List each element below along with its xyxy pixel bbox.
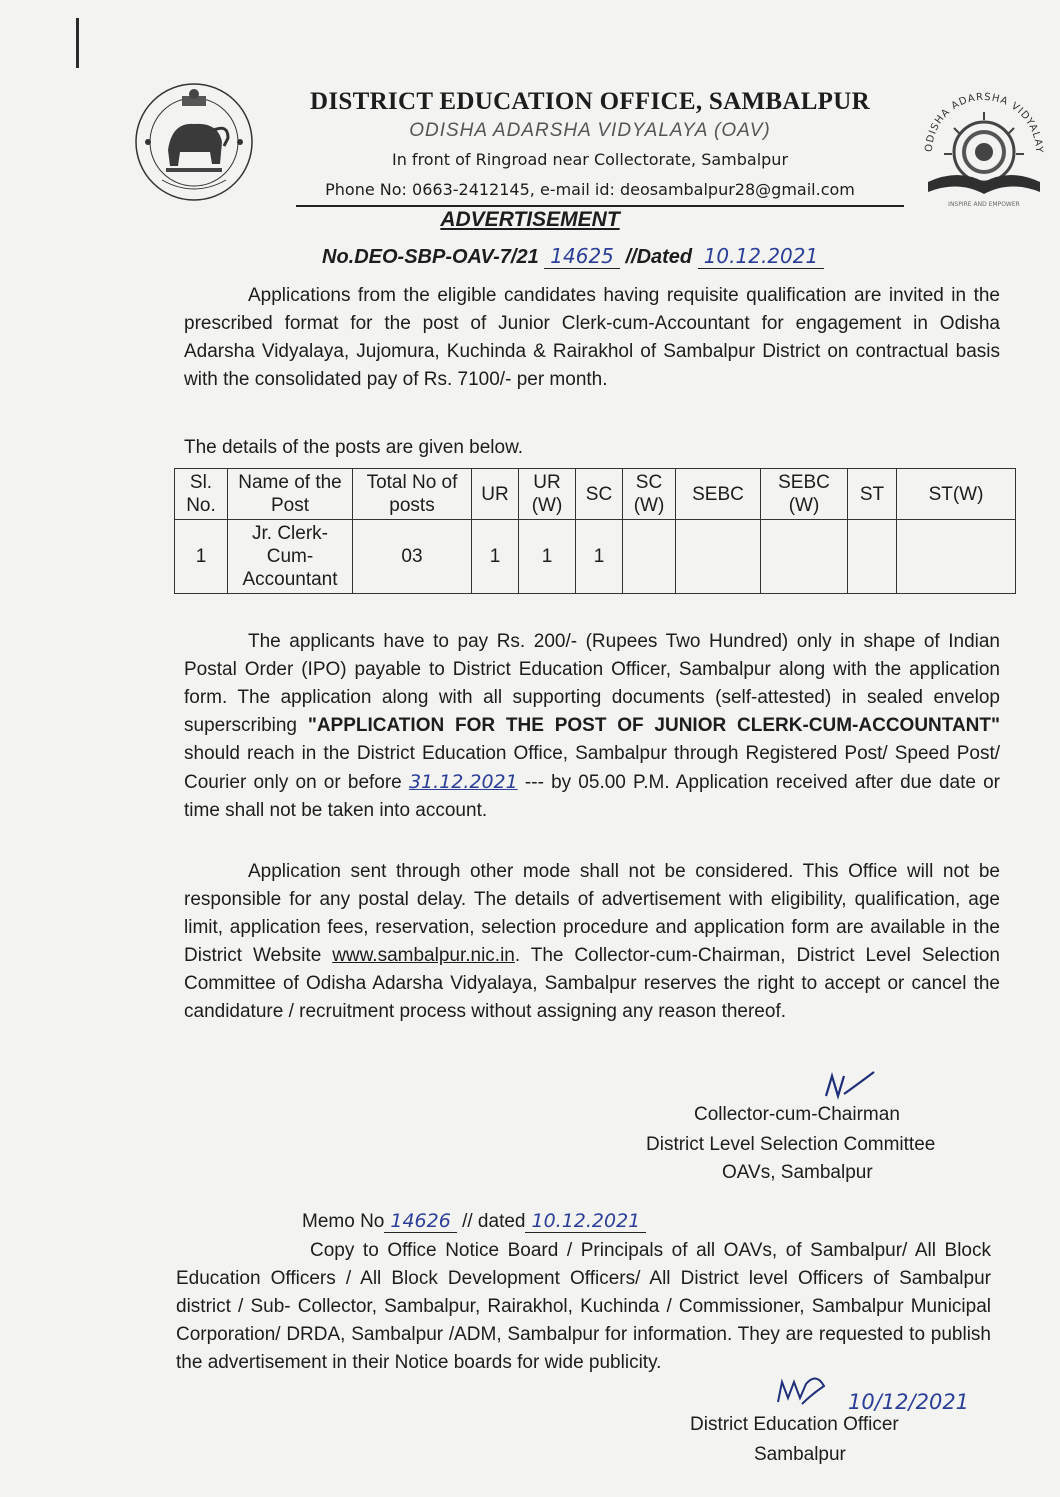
table-cell: Jr. Clerk-Cum-Accountant [228,520,353,594]
terms-paragraph [184,858,1000,1026]
fee-text-2: should reach in the District Education Office, Sambalpur through Registered Post/ Speed Post/ Courier only on or before [184,743,1000,793]
memo-number: 14626 [384,1210,456,1233]
binder-mark [76,18,79,68]
table-header: ST(W) [897,469,1016,520]
memo-line [302,1210,646,1233]
last-date: 31.12.2021 [408,771,518,793]
table-cell: 1 [519,520,576,594]
fee-text-1: The applicants have to pay Rs. 200/- (Rupees Two Hundred) only in shape of Indian Postal Order (IPO) payable to District Education Officer, Sambalpur along with the application form. The application along with all supporting documents (self-attested) in sealed envelop superscribing [184,631,1000,736]
fee-paragraph [184,628,1000,825]
office-contact: Phone No: 0663-2412145, e-mail id: deosambalpur28@gmail.com [325,180,855,199]
fee-text-3: --- by 05.00 P.M. Application received after due date or time shall not be taken into account. [184,772,1000,821]
table-header: SC (W) [623,469,676,520]
memo-date: 10.12.2021 [525,1210,646,1233]
ref-date: 10.12.2021 [698,244,825,269]
table-header: Sl. No. [175,469,228,520]
table-cell: 1 [175,520,228,594]
table-cell [676,520,761,594]
memo-label: Memo No [302,1211,385,1232]
table-cell [897,520,1016,594]
table-header: UR (W) [519,469,576,520]
ref-prefix: No.DEO-SBP-OAV-7/21 [322,246,539,268]
header-divider [296,205,904,207]
posts-table [174,468,1016,594]
table-cell [848,520,897,594]
signatory1-designation: Collector-cum-Chairman [694,1104,900,1125]
terms-text-2: . The Collector-cum-Chairman, District Level Selection Committee of Odisha Adarsha Vidyalaya, Sambalpur reserves the right to accept or cancel the candidature / recruitment process without assigning any reason thereof. [184,945,1000,1022]
signatory1-committee: District Level Selection Committee [646,1134,936,1155]
copy-to-paragraph [176,1237,991,1377]
details-label: The details of the posts are given below. [184,437,524,458]
table-cell: 1 [576,520,623,594]
deo-handwritten-date: 10/12/2021 [848,1390,970,1414]
office-subtitle: ODISHA ADARSHA VIDYALAYA (OAV) [409,120,771,141]
table-cell [761,520,848,594]
copy-to-text: Copy to Office Notice Board / Principals of all OAVs, of Sambalpur/ All Block Education Officers / All Block Development Officers/ All District level Officers of Sambalpur district / Sub- Collector, Sambalpur, Rairakhol, Kuchinda / Commissioner, Sambalpur Municipal Corporation/ DRDA, Sambalpur /ADM, Sambalpur for information. They are requested to publish the advertisement in their Notice boards for wide publicity. [176,1240,991,1373]
svg-text:INSPIRE AND EMPOWER: INSPIRE AND EMPOWER [948,201,1020,208]
table-header: Name of the Post [228,469,353,520]
table-cell: 03 [353,520,472,594]
table-cell: 1 [472,520,519,594]
signatory2-designation: District Education Officer [690,1414,899,1435]
advertisement-heading: ADVERTISEMENT [440,208,620,231]
ref-number: 14625 [544,244,620,269]
signatory1-location: OAVs, Sambalpur [722,1162,873,1183]
table-header-row [175,469,1016,520]
svg-text:ODISHA ADARSHA VIDYALAYA: ODISHA ADARSHA VIDYALAY [923,91,1045,154]
table-header: SEBC [676,469,761,520]
table-header: Total No of posts [353,469,472,520]
table-cell [623,520,676,594]
district-website-link[interactable]: www.sambalpur.nic.in [332,945,515,966]
odisha-emblem-logo [132,80,256,204]
office-address: In front of Ringroad near Collectorate, Sambalpur [391,150,789,169]
table-header: SEBC (W) [761,469,848,520]
office-title: DISTRICT EDUCATION OFFICE, SAMBALPUR [310,88,870,115]
memo-dated-label: // dated [462,1211,526,1232]
ref-dated-label: //Dated [625,246,693,268]
superscription-text: "APPLICATION FOR THE POST OF JUNIOR CLERK-CUM-ACCOUNTANT" [307,715,1001,736]
signatory2-location: Sambalpur [754,1444,846,1465]
table-header: ST [848,469,897,520]
table-row [175,520,1016,594]
intro-paragraph: Applications from the eligible candidates having requisite qualification are invited in the prescribed format for the post of Junior Clerk-cum-Accountant for engagement in Odisha Adarsha Vidyalaya, Jujomura, Kuchinda & Rairakhol of Sambalpur District on contractual basis with the consolidated pay of Rs. 7100/- per month. [184,285,1000,390]
table-header: SC [576,469,623,520]
terms-text-1: Application sent through other mode shall not be considered. This Office will not be responsible for any postal delay. The details of advertisement with eligibility, qualification, age limit, application fees, reservation, selection procedure and application form are available in the District Website [184,861,1000,966]
reference-line [322,244,824,269]
table-header: UR [472,469,519,520]
